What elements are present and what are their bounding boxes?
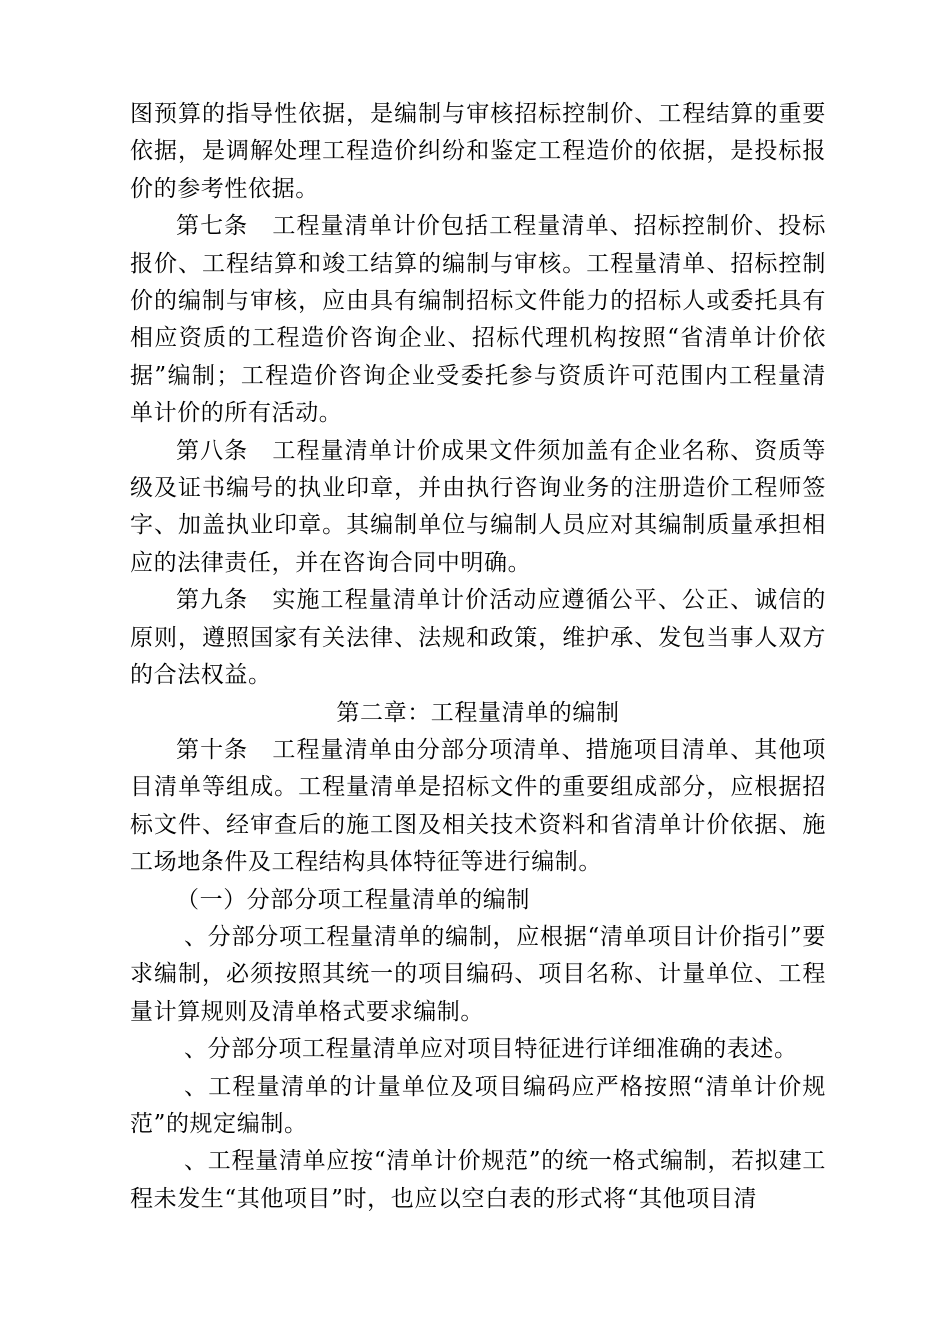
list-item-4: 、工程量清单应按“清单计价规范”的统一格式编制，若拟建工程未发生“其他项目”时，也应以空白表的形式将“其他项目清 <box>130 1148 826 1212</box>
article-9: 第九条 实施工程量清单计价活动应遵循公平、公正、诚信的原则，遵照国家有关法律、法规和政策，维护承、发包当事人双方的合法权益。 <box>130 587 826 689</box>
article-8: 第八条 工程量清单计价成果文件须加盖有企业名称、资质等级及证书编号的执业印章，并由执行咨询业务的注册造价工程师签字、加盖执业印章。其编制单位与编制人员应对其编制质量承担相应的法律责任，并在咨询合同中明确。 <box>130 437 826 576</box>
article-7: 第七条 工程量清单计价包括工程量清单、招标控制价、投标报价、工程结算和竣工结算的编制与审核。工程量清单、招标控制价的编制与审核，应由具有编制招标文件能力的招标人或委托具有相应资质的工程造价咨询企业、招标代理机构按照“省清单计价依据”编制；工程造价咨询企业受委托参与资质许可范围内工程量清单计价的所有活动。 <box>130 213 826 427</box>
list-item-3: 、工程量清单的计量单位及项目编码应严格按照“清单计价规范”的规定编制。 <box>130 1073 826 1137</box>
chapter-heading: 第二章：工程量清单的编制 <box>336 699 620 726</box>
section-heading: （一）分部分项工程量清单的编制 <box>176 886 530 913</box>
list-item-1: 、分部分项工程量清单的编制，应根据“清单项目计价指引”要求编制，必须按照其统一的项目编码、项目名称、计量单位、工程量计算规则及清单格式要求编制。 <box>130 923 826 1025</box>
document-page <box>130 96 826 1218</box>
list-item-2: 、分部分项工程量清单应对项目特征进行详细准确的表述。 <box>184 1036 798 1063</box>
paragraph-continuation: 图预算的指导性依据，是编制与审核招标控制价、工程结算的重要依据，是调解处理工程造价纠纷和鉴定工程造价的依据，是投标报价的参考性依据。 <box>130 101 826 202</box>
article-10: 第十条 工程量清单由分部分项清单、措施项目清单、其他项目清单等组成。工程量清单是招标文件的重要组成部分，应根据招标文件、经审查后的施工图及相关技术资料和省清单计价依据、施工场地条件及工程结构具体特征等进行编制。 <box>130 736 826 876</box>
